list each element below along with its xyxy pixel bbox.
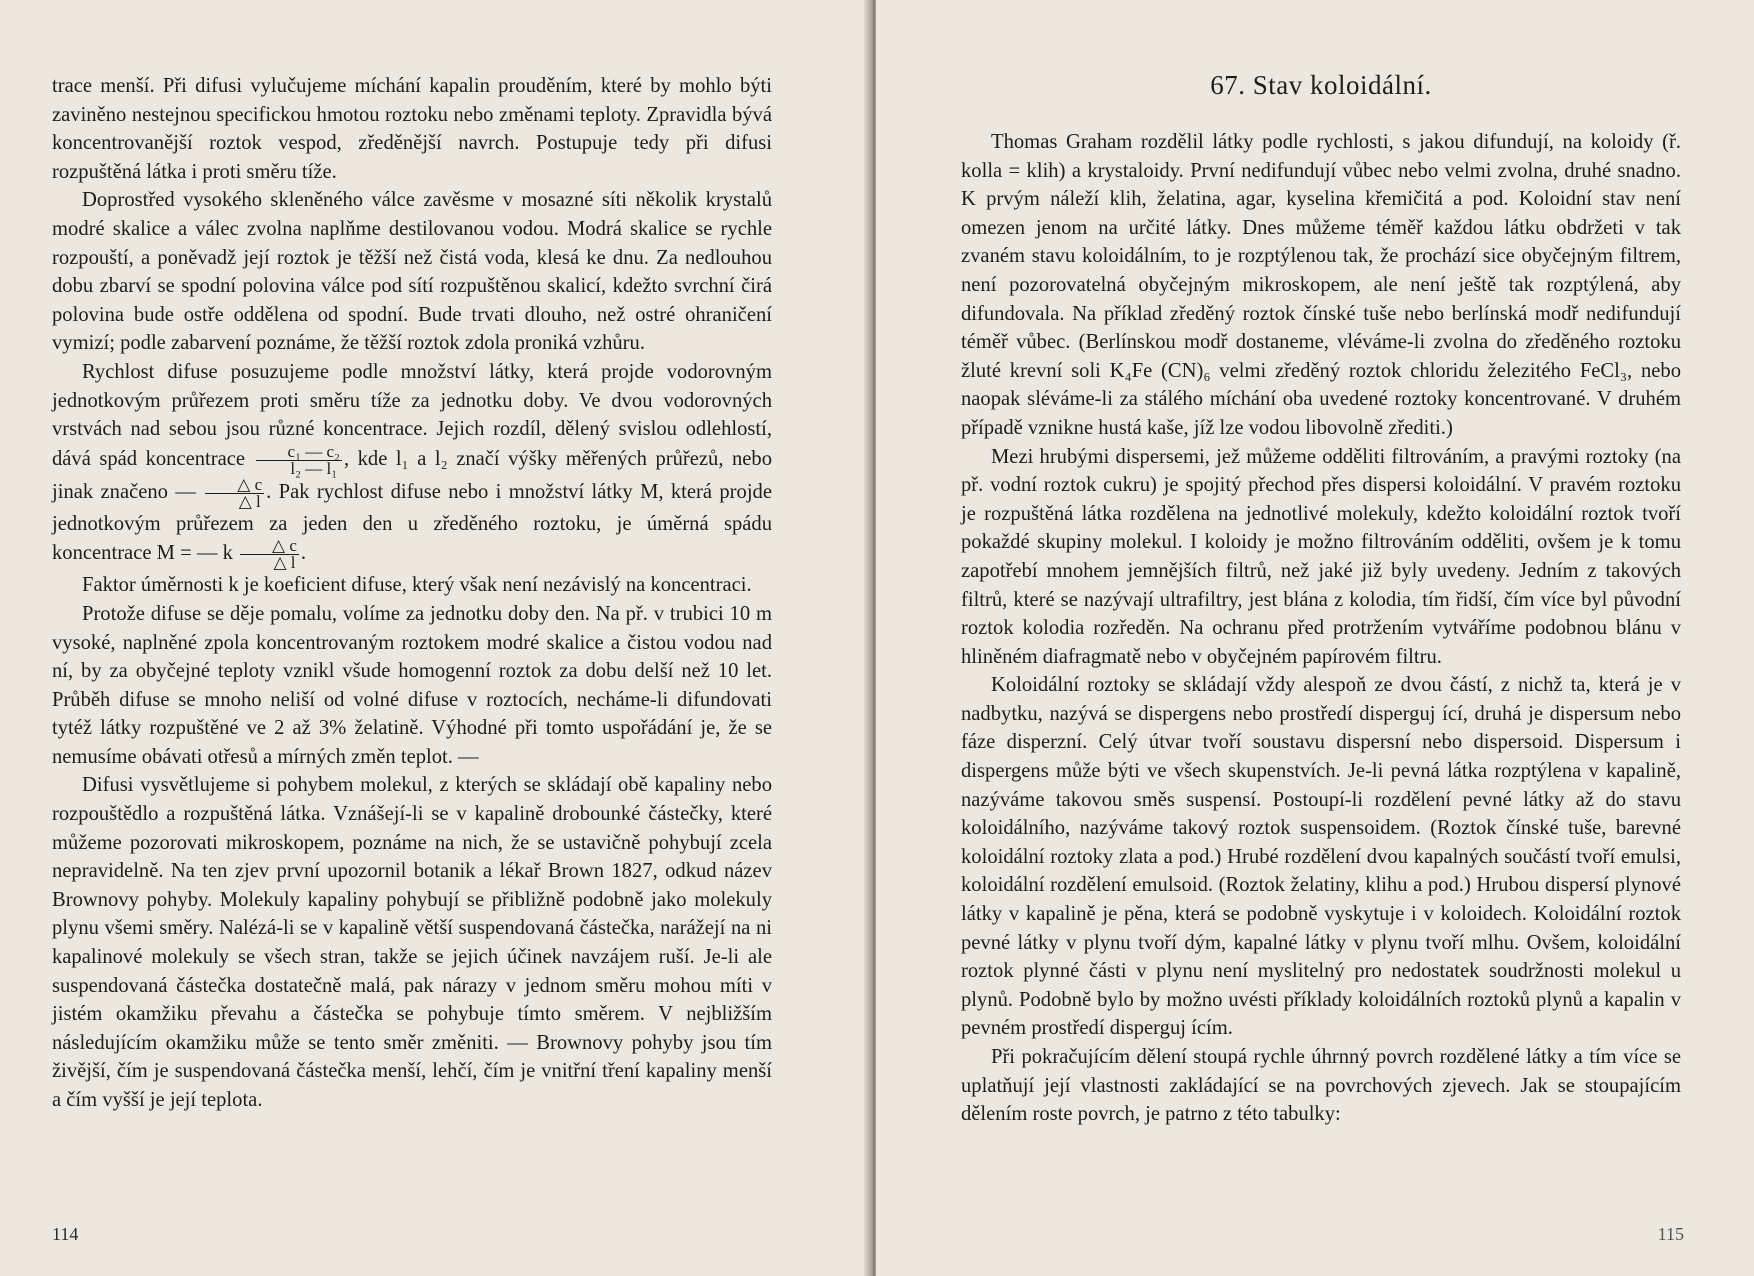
fraction-denominator: △ l bbox=[238, 491, 261, 511]
paragraph-with-formulas: Rychlost difuse posuzujeme podle množství látky, která projde vodorovným jednotkovým průřezem proti směru tíže za jednotku doby. Ve dvou vodorovných vrstvách nad sebou jsou různé koncentrace. Jejich rozdíl, dělený svislou odlehlostí, dává spád koncentrace $\frac{\text{c₁ — c₂}}{\text{l₂ — l₁}}$ , kde l₁ a l₂ značí výšky měřených průřezů, nebo jinak značeno — $\frac{\triangle c}{\triangle l}$ . Pak rychlost difuse nebo i množství látky M, která projde jednotkovým průřezem za jeden den u zředěného roztoku, je úměrná spádu koncentrace M = — k $\frac{\triangle c}{\triangle l}$ . bbox=[52, 360, 772, 573]
paragraph: Thomas Graham rozdělil látky podle rychlosti, s jakou difundují, na koloidy (ř. kolla = klih) a krystaloidy. První nedifundují vůbec nebo velmi zvolna, druhé snadno. K prvým náleží klih, želatina, agar, kyselina křemičitá a pod. Koloidní stav není omezen jenom na určité látky. Dnes můžeme téměř každou látku obdržeti v tak zvaném stavu koloidálním, to je rozptýlenou tak, že prochází sice obyčejným filtrem, není pozorovatelná obyčejným mikroskopem, ale není ještě tak rozptýlená, aby difundovala. Na příklad zředěný roztok čínské tuše nebo berlínská modř nedifundují téměř vůbec. (Berlínskou modř dostaneme, vléváme-li zvolna do zředěného roztoku žluté krevní soli K₄Fe (CN)₆ velmi zředěný roztok chloridu železitého FeCl₃, nebo naopak sléváme-li za stálého míchání oba uvedené roztoky koncentrované. V druhém případě vznikne hustá kaše, jíž lze vodou libovolně zřediti.) bbox=[961, 131, 1681, 439]
paragraph: Při pokračujícím dělení stoupá rychle úhrnný povrch rozdělené látky a tím více se uplatňují její vlastnosti zakládající se na povrchových zjevech. Jak se stoupajícím dělením roste povrch, je patrno z této tabulky: bbox=[961, 1046, 1681, 1126]
paragraph: Faktor úměrnosti k je koeficient difuse, který však není nezávislý na koncentraci. bbox=[82, 574, 752, 597]
page-number: 114 bbox=[52, 1224, 79, 1244]
section-title: 67. Stav koloidální. bbox=[1210, 70, 1432, 100]
paragraph: Doprostřed vysokého skleněného válce zavěsme v mosazné síti několik krystalů modré skalice a válec zvolna naplňme destilovanou vodou. Modrá skalice se rychle rozpouští, a poněvadž její roztok je těžší než čistá voda, klesá ke dnu. Za nedlouhou dobu zbarví se spodní polovina válce pod sítí rozpuštěnou skalicí, kdežto svrchní čirá polovina bude ostře oddělena od spodní. Bude trvati dlouho, než ostré ohraničení vymizí; podle zabarvení poznáme, že těžší roztok zdola proniká vzhůru. bbox=[52, 189, 772, 355]
left-page bbox=[0, 0, 872, 1276]
delta-fraction bbox=[205, 474, 264, 511]
paragraph: trace menší. Při difusi vylučujeme míchání kapalin prouděním, které by mohlo býti zaviněno nestejnou specifickou hmotou roztoku nebo změnami teploty. Zpravidla bývá koncentrovanější roztok vespod, zředěnější navrch. Postupuje tedy při difusi rozpuštěná látka i proti směru tíže. bbox=[52, 75, 772, 183]
paragraph: Koloidální roztoky se skládají vždy alespoň ze dvou částí, z nichž ta, která je v nadbytku, nazývá se dispergens nebo prostředí disperguj ící, druhá je dispersum nebo fáze disperzní. Celý útvar tvoří soustavu dispersní nebo dispersoid. Dispersum i dispergens může býti ve všech skupenstvích. Je-li pevná látka rozptýlena v kapalině, nazýváme takovou směs suspensí. Postoupí-li rozdělení pevné látky až do stavu koloidálního, nazýváme takový roztok suspensoidem. (Roztok čínské tuše, barevné koloidální roztoky zlata a pod.) Hrubé rozdělení dvou kapalných součástí tvoří emulsi, koloidální rozdělení emulsoid. (Roztok želatiny, klihu a pod.) Hrubou dispersí plynové látky v kapalině je pěna, která se podobně vyskytuje i v koloidech. Koloidální roztok pevné látky v plynu tvoří dým, kapalné látky v plynu tvoří mlhu. Ovšem, koloidální roztok plynné části v plynu není myslitelný pro nedostatek soudržnosti molekul u plynů. Podobně bylo by možno uvésti příklady koloidálních roztoků plynů a kapalin v pevném prostředí disperguj ícím. bbox=[961, 674, 1681, 1040]
paragraph-text: . Pak rychlost difuse nebo i množství látky M, která projde jednotkovým průřezem za jeden den u zředěného roztoku, je úměrná spádu koncentrace M = — k bbox=[52, 480, 772, 565]
right-page bbox=[876, 0, 1754, 1276]
right-page-text bbox=[961, 128, 1681, 1129]
paragraph-text: , kde l₁ a l₂ značí výšky měřených průřezů, nebo jinak značeno — bbox=[52, 447, 772, 503]
paragraph: Mezi hrubými dispersemi, jež můžeme odděliti filtrováním, a pravými roztoky (na př. vodní roztok cukru) je spojitý přechod přes dispersi koloidální. V pravém roztoku je rozpuštěná látka rozdělena na jednotlivé molekuly, kdežto koloidální roztok tvoří pokaždé skupiny molekul. I koloidy je možno filtrováním odděliti, ovšem je k tomu zapotřebí mnohem jemnějších filtrů, než jaké již byly uvedeny. Jedním z takových filtrů, které se nazývají ultrafiltry, jest blána z kolodia, tím řidší, čím více byl původní roztok kolodia rozředěn. Na ochranu před protržením vytváříme podobnou blánu v hliněném diafragmatě nebo v obyčejném papírovém filtru. bbox=[961, 445, 1681, 668]
paragraph: Difusi vysvětlujeme si pohybem molekul, z kterých se skládají obě kapaliny nebo rozpouštědlo a rozpuštěná látka. Vznášejí-li se v kapalině drobounké částečky, které můžeme pozorovati mikroskopem, poznáme na nich, že se ustavičně pohybují zcela nepravidelně. Na ten zjev první upozornil botanik a lékař Brown 1827, odkud název Brownovy pohyby. Molekuly kapaliny pohybují se přibližně podobně jako molekuly plynu všemi směry. Nalézá-li se v kapalině větší suspendovaná částečka, narážejí na ni kapalinové molekuly se všech stran, takže se jejich účinek navzájem ruší. Je-li ale suspendovaná částečka dostatečně malá, pak nárazy v jednom směru mohou míti v jistém okamžiku převahu a částečka se pohybuje tímto směrem. V nejbližším následujícím okamžiku může se tento směr změniti. — Brownovy pohyby jsou tím živější, čím je suspendovaná částečka menší, lehčí, čím je vnitřní tření kapaliny menší a čím vyšší je její teplota. bbox=[52, 774, 772, 1111]
paragraph-text: Rychlost difuse posuzujeme podle množství látky, která projde vodorovným jednotkovým průřezem proti směru tíže za jednotku doby. Ve dvou vodorovných vrstvách nad sebou jsou různé koncentrace. Jejich rozdíl, dělený svislou odlehlostí, dává spád koncentrace bbox=[52, 360, 772, 470]
fraction-numerator: △ c bbox=[240, 538, 299, 555]
paragraph: Protože difuse se děje pomalu, volíme za jednotku doby den. Na př. v trubici 10 m vysoké, naplněné zpola koncentrovaným roztokem modré skalice a čistou vodou nad ní, by za obyčejné teploty vznikl všude homogenní roztok za dobu delší než 10 let. Průběh difuse se mnoho neliší od volné difuse v roztocích, necháme-li difundovati tytéž látky rozpuštěné ve 2 až 3% želatině. Výhodné při tomto uspořádání je, že se nemusíme obávati otřesů a mírných změn teplot. — bbox=[52, 602, 772, 768]
left-page-text bbox=[52, 72, 772, 1115]
fraction-denominator: l₂ — l₁ bbox=[290, 458, 338, 478]
fraction-numerator: c₁ — c₂ bbox=[256, 444, 342, 461]
fraction-denominator: △ l bbox=[273, 553, 296, 573]
delta-fraction bbox=[240, 538, 299, 571]
gradient-fraction bbox=[256, 441, 342, 478]
fraction-numerator: △ c bbox=[205, 477, 264, 494]
page-number: 115 bbox=[1657, 1224, 1684, 1244]
